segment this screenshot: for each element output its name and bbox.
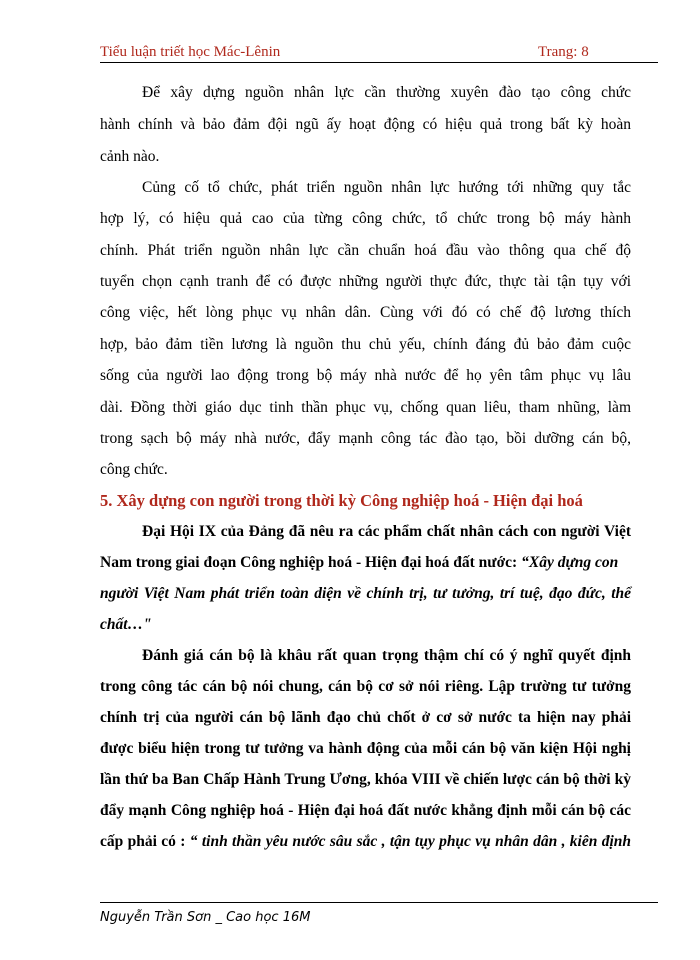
- paragraph-line: chính. Phát triển nguồn nhân lực cần chuẩn hoá đầu vào thông qua chế độ: [100, 242, 631, 259]
- paragraph-line: Đánh giá cán bộ là khâu rất quan trọng thậm chí có ý nghĩ quyết định: [142, 647, 631, 664]
- paragraph-line: lần thứ ba Ban Chấp Hành Trung Ương, khóa VIII về chiến lược cán bộ thời kỳ: [100, 771, 631, 788]
- paragraph-line: Củng cố tổ chức, phát triển nguồn nhân lực hướng tới những quy tắc: [142, 179, 631, 196]
- page-footer: Nguyễn Trần Sơn _ Cao học 16M: [100, 902, 658, 928]
- quote-text: “ tinh thần yêu nước sâu sắc , tận tụy phục vụ nhân dân , kiên định: [189, 833, 631, 850]
- quote-text: “Xây dựng con: [521, 554, 619, 571]
- paragraph-line: sống của người lao động trong bộ máy nhà nước để họ yên tâm phục vụ lâu: [100, 367, 631, 384]
- quote-line: chất…": [100, 616, 152, 633]
- paragraph-line: trong sạch bộ máy nhà nước, đẩy mạnh công tác đào tạo, bồi dưỡng cán bộ,: [100, 430, 631, 447]
- paragraph-line: hợp, bảo đảm tiền lương là nguồn thu chủ yếu, chính đáng đủ bảo đảm cuộc: [100, 336, 631, 353]
- page-header: [100, 40, 658, 63]
- paragraph-line: hành chính và bảo đảm đội ngũ ấy hoạt động có hiệu quả trong bất kỳ hoàn: [100, 116, 631, 133]
- page-number: Trang: 8: [538, 44, 589, 60]
- document-title: Tiểu luận triết học Mác-Lênin: [100, 44, 281, 60]
- bold-text: cấp phải có :: [100, 833, 190, 850]
- paragraph-line: được biểu hiện trong tư tưởng va hành động của mỗi cán bộ văn kiện Hội nghị: [100, 740, 631, 757]
- paragraph-line: đẩy mạnh Công nghiệp hoá - Hiện đại hoá đất nước khẳng định mỗi cán bộ các: [100, 802, 631, 819]
- quote-line: người Việt Nam phát triển toàn diện về chính trị, tư tưởng, trí tuệ, đạo đức, thể: [100, 585, 631, 602]
- paragraph-line: tuyển chọn cạnh tranh để có được những người thực đức, thực tài tận tụy với: [100, 273, 631, 290]
- section-heading: 5. Xây dựng con người trong thời kỳ Công nghiệp hoá - Hiện đại hoá: [100, 491, 583, 510]
- bold-text: Nam trong giai đoạn Công nghiệp hoá - Hiện đại hoá đất nước:: [100, 554, 522, 571]
- paragraph-line: công việc, hết lòng phục vụ nhân dân. Cùng với đó có chế độ lương thích: [100, 304, 631, 321]
- paragraph-line: Đại Hội IX của Đảng đã nêu ra các phẩm chất nhân cách con người Việt: [142, 523, 631, 540]
- paragraph-line: chính trị của người cán bộ lãnh đạo chủ chốt ở cơ sở nước ta hiện nay phải: [100, 709, 631, 726]
- paragraph-line: dài. Đồng thời giáo dục tinh thần phục vụ, chống quan liêu, tham nhũng, làm: [100, 399, 631, 416]
- paragraph-line: [100, 827, 631, 857]
- paragraph-line: hợp lý, có hiệu quả cao của từng công chức, tổ chức trong bộ máy hành: [100, 210, 631, 227]
- paragraph-line: Để xây dựng nguồn nhân lực cần thường xuyên đào tạo công chức: [142, 84, 631, 101]
- paragraph-line: cảnh nào.: [100, 148, 160, 165]
- paragraph-line: trong công tác cán bộ nói chung, cán bộ cơ sở nói riêng. Lập trường tư tưởng: [100, 678, 631, 695]
- paragraph-line: [100, 548, 631, 578]
- paragraph-line: công chức.: [100, 461, 168, 478]
